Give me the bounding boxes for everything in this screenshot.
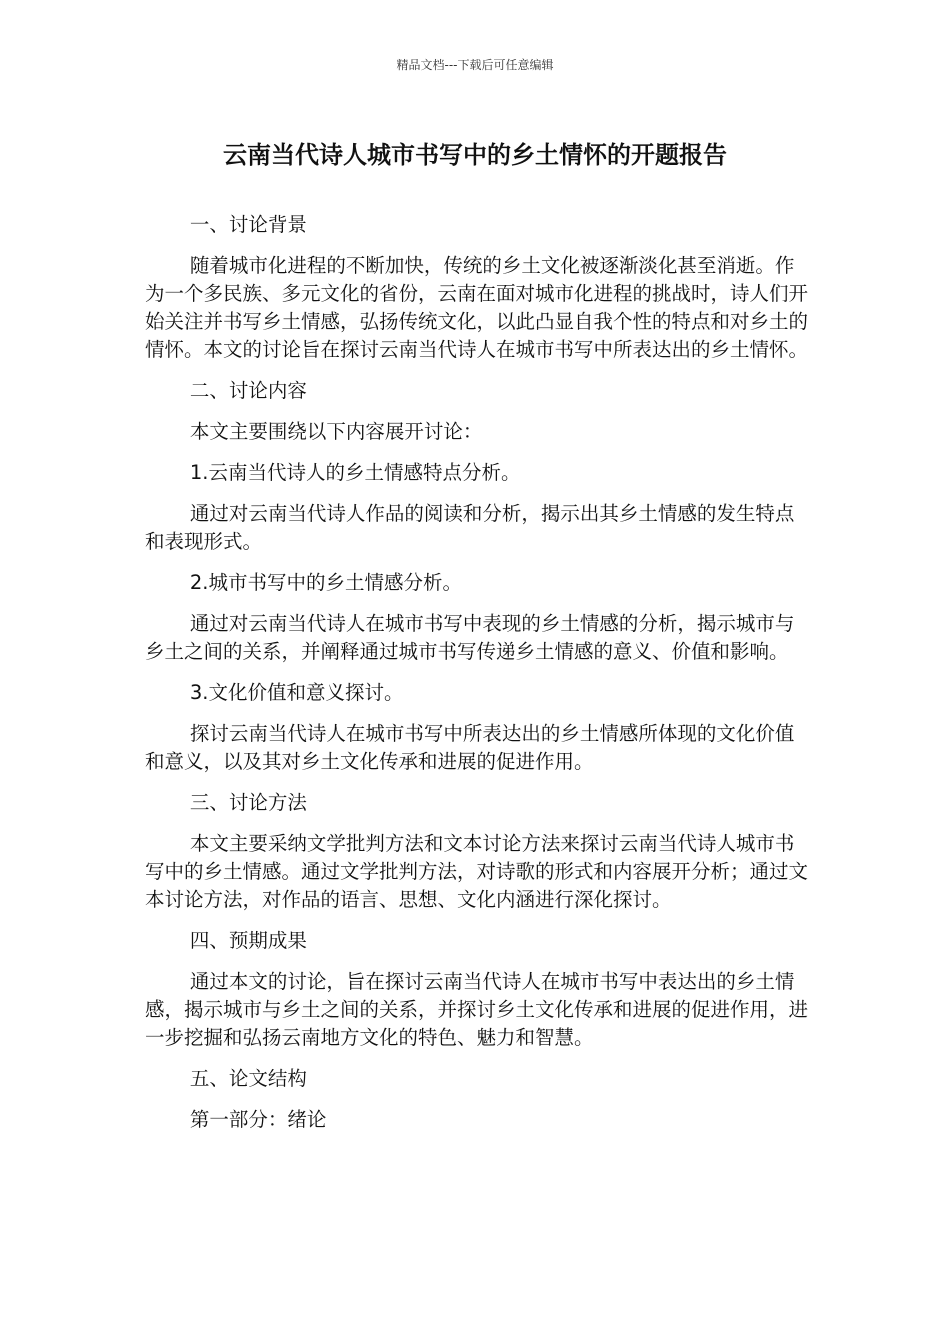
section-heading-method: 三、讨论方法 — [189, 791, 307, 814]
paragraph-item-2-detail: 通过对云南当代诗人在城市书写中表现的乡土情感的分析，揭示城市与乡土之间的关系，并阐释通过城市书写传递乡土情感的意义、价值和影响。 — [145, 612, 795, 663]
section-heading-content: 二、讨论内容 — [189, 379, 307, 402]
header-note: 精品文档---下载后可任意编辑 — [396, 58, 554, 72]
paragraph-item-3-detail: 探讨云南当代诗人在城市书写中所表达出的乡土情感所体现的文化价值和意义，以及其对乡土文化传承和进展的促进作用。 — [145, 722, 795, 773]
paragraph-background: 随着城市化进程的不断加快，传统的乡土文化被逐渐淡化甚至消逝。作为一个多民族、多元文化的省份，云南在面对城市化进程的挑战时，诗人们开始关注并书写乡土情感，弘扬传统文化，以此凸显自我个性的特点和对乡土的情怀。本文的讨论旨在探讨云南当代诗人在城市书写中所表达出的乡土情怀。 — [145, 254, 809, 361]
list-item-1: 1.云南当代诗人的乡土情感特点分析。 — [189, 461, 521, 484]
paragraph-method: 本文主要采纳文学批判方法和文本讨论方法来探讨云南当代诗人城市书写中的乡土情感。通过文学批判方法，对诗歌的形式和内容展开分析；通过文本讨论方法，对作品的语言、思想、文化内涵进行深化探讨。 — [145, 832, 809, 911]
document-body — [145, 211, 810, 1147]
list-item-3: 3.文化价值和意义探讨。 — [189, 681, 404, 704]
paragraph-structure-part1: 第一部分：绪论 — [189, 1108, 327, 1131]
section-heading-background: 一、讨论背景 — [189, 213, 307, 236]
list-item-2: 2.城市书写中的乡土情感分析。 — [189, 571, 462, 594]
section-heading-outcome: 四、预期成果 — [189, 929, 307, 952]
document-title: 云南当代诗人城市书写中的乡土情怀的开题报告 — [223, 141, 727, 169]
paragraph-content-intro: 本文主要围绕以下内容展开讨论： — [189, 420, 483, 443]
section-heading-structure: 五、论文结构 — [189, 1067, 307, 1090]
paragraph-item-1-detail: 通过对云南当代诗人作品的阅读和分析，揭示出其乡土情感的发生特点和表现形式。 — [145, 502, 795, 553]
paragraph-outcome: 通过本文的讨论，旨在探讨云南当代诗人在城市书写中表达出的乡土情感，揭示城市与乡土之间的关系，并探讨乡土文化传承和进展的促进作用，进一步挖掘和弘扬云南地方文化的特色、魅力和智慧。 — [145, 970, 809, 1049]
